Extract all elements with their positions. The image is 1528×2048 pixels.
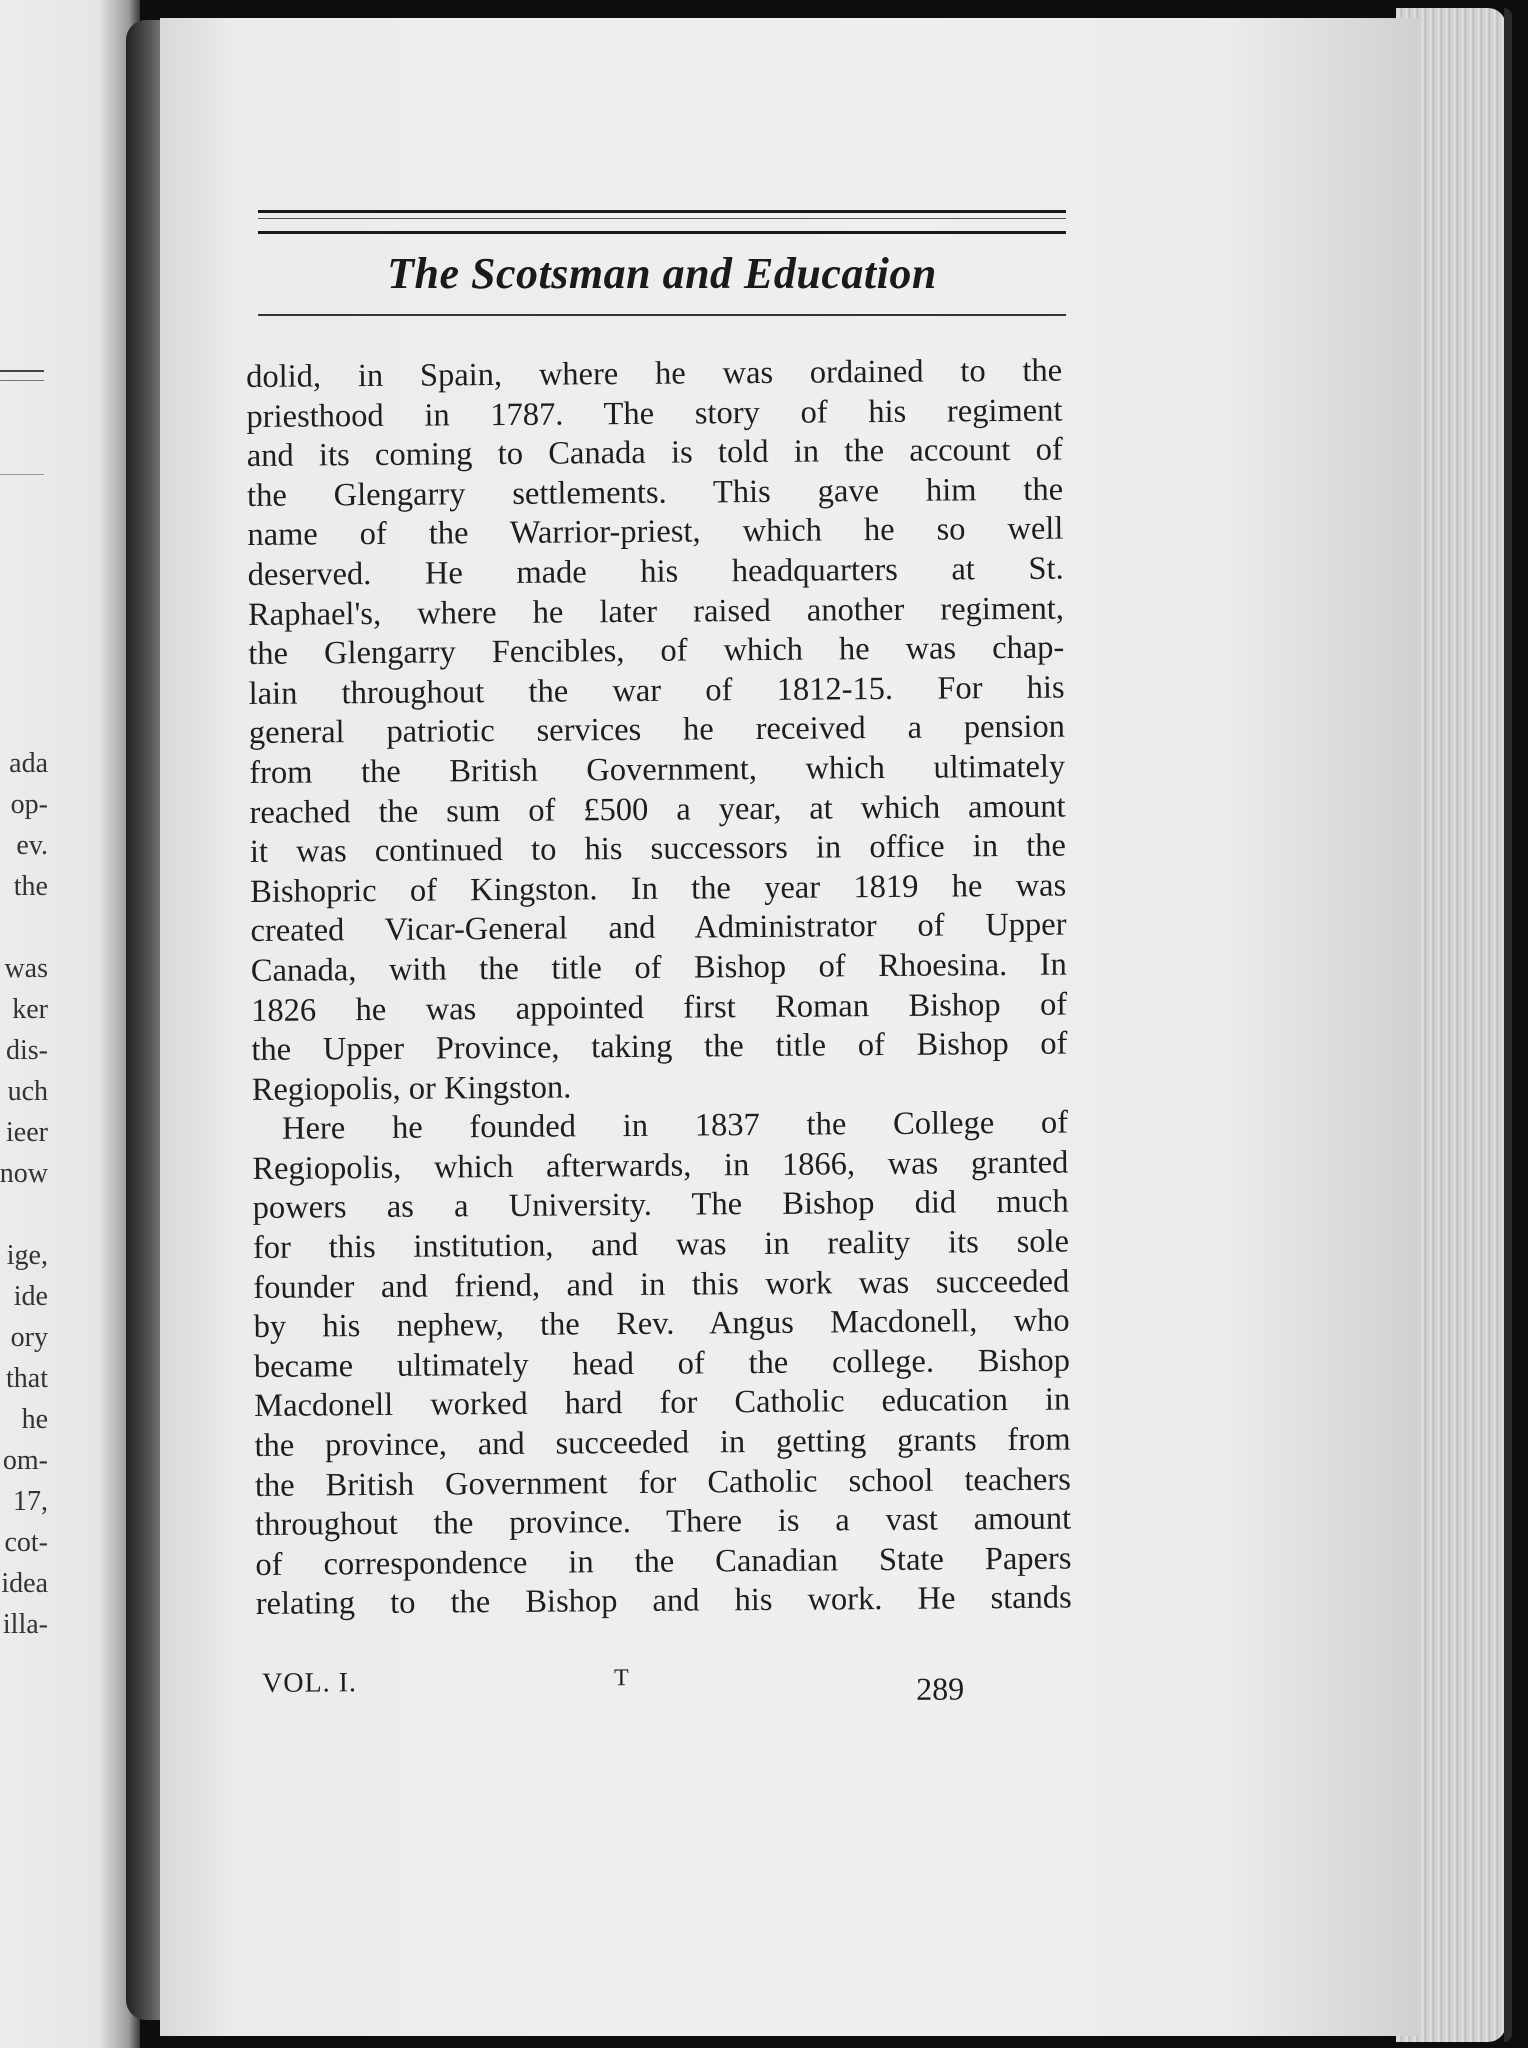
previous-page-fragment: op- (10, 789, 48, 820)
text-line: it was continued to his successors in office in the (249, 827, 1066, 871)
previous-page-fragment: idea (1, 1568, 48, 1599)
previous-page-fragment: the (13, 871, 48, 902)
running-head: The Scotsman and Education (387, 249, 937, 298)
text-line: lain throughout the war of 1812-15. For his (248, 669, 1065, 712)
text-line: became ultimately head of the college. Bishop (253, 1342, 1071, 1385)
previous-page-fragment: uch (7, 1076, 48, 1107)
text-line: 1826 he was appointed first Roman Bishop of (250, 986, 1068, 1029)
text-line: founder and friend, and in this work was succeeded (253, 1263, 1070, 1306)
text-line: dolid, in Spain, where he was ordained to the (246, 352, 1063, 395)
text-line: Regiopolis, or Kingston. (251, 1069, 572, 1108)
body-text (246, 352, 1072, 1625)
previous-page-fragment: ory (10, 1322, 48, 1353)
text-line: Macdonell worked hard for Catholic education in (254, 1381, 1071, 1425)
text-line: the Upper Province, taking the title of Bishop of (251, 1025, 1068, 1069)
header-rule-top (258, 231, 1066, 234)
page-number: 289 (916, 1670, 965, 1707)
previous-page-fragment: was (4, 953, 48, 984)
text-line: general patriotic services he received a pension (248, 708, 1066, 752)
previous-page-fragment: om- (2, 1445, 48, 1476)
previous-page-fragment: that (6, 1363, 48, 1394)
text-line: Canada, with the title of Bishop of Rhoesina. In (250, 946, 1067, 989)
text-line: the Glengarry settlements. This gave him the (246, 471, 1064, 514)
previous-page-fragment: dis- (6, 1035, 48, 1066)
previous-page-fragment: ige, (6, 1240, 48, 1271)
text-line: priesthood in 1787. The story of his regiment (246, 392, 1063, 435)
text-line: Here he founded in 1837 the College of (281, 1104, 1069, 1148)
previous-page-fragment: ada (9, 748, 48, 779)
text-line: and its coming to Canada is told in the account of (246, 431, 1063, 475)
header-rule-bottom (258, 314, 1066, 316)
text-line: the province, and succeeded in getting grants from (254, 1421, 1071, 1464)
text-line: created Vicar-General and Administrator of Upper (250, 906, 1067, 950)
text-line: Raphael's, where he later raised another regiment, (247, 590, 1065, 633)
previous-page-fragment: now (0, 1158, 48, 1189)
text-line: from the British Government, which ultimately (249, 748, 1066, 791)
previous-page-fragment: cot- (4, 1527, 48, 1558)
text-line: deserved. He made his headquarters at St. (247, 550, 1064, 593)
previous-page (0, 0, 140, 2048)
previous-page-rule (0, 370, 44, 372)
text-line: Regiopolis, which afterwards, in 1866, was granted (252, 1144, 1069, 1187)
previous-page-fragment: ieer (6, 1117, 48, 1148)
text-line: reached the sum of £500 a year, at which amount (249, 788, 1066, 831)
previous-page-rule (0, 474, 44, 475)
text-line: the British Government for Catholic school teachers (254, 1461, 1071, 1504)
previous-page-fragment: he (21, 1404, 48, 1435)
previous-page-fragment: ker (12, 994, 48, 1025)
previous-page-fragment: illa- (2, 1609, 48, 1640)
text-line: throughout the province. There is a vast amount (255, 1500, 1072, 1544)
text-line: the Glengarry Fencibles, of which he was chap- (248, 629, 1065, 673)
header-rule-top (258, 210, 1066, 213)
previous-page-fragment: 17, (13, 1486, 48, 1517)
signature-mark: T (613, 1665, 629, 1692)
text-line: powers as a University. The Bishop did much (252, 1184, 1069, 1227)
text-line: relating to the Bishop and his work. He stands (255, 1579, 1072, 1623)
text-line: for this institution, and was in reality its sole (252, 1223, 1070, 1267)
text-line: name of the Warrior-priest, which he so well (247, 510, 1064, 554)
text-line: by his nephew, the Rev. Angus Macdonell, who (253, 1302, 1070, 1346)
header-rule-top (258, 218, 1066, 219)
text-line: Bishopric of Kingston. In the year 1819 he was (250, 867, 1067, 910)
volume-label: VOL. I. (261, 1667, 358, 1699)
text-line: of correspondence in the Canadian State Papers (255, 1540, 1072, 1583)
page-footer (256, 1662, 1016, 1708)
previous-page-fragment: ev. (16, 830, 48, 861)
previous-page-rule (0, 380, 44, 381)
previous-page-fragment: ide (13, 1281, 48, 1312)
